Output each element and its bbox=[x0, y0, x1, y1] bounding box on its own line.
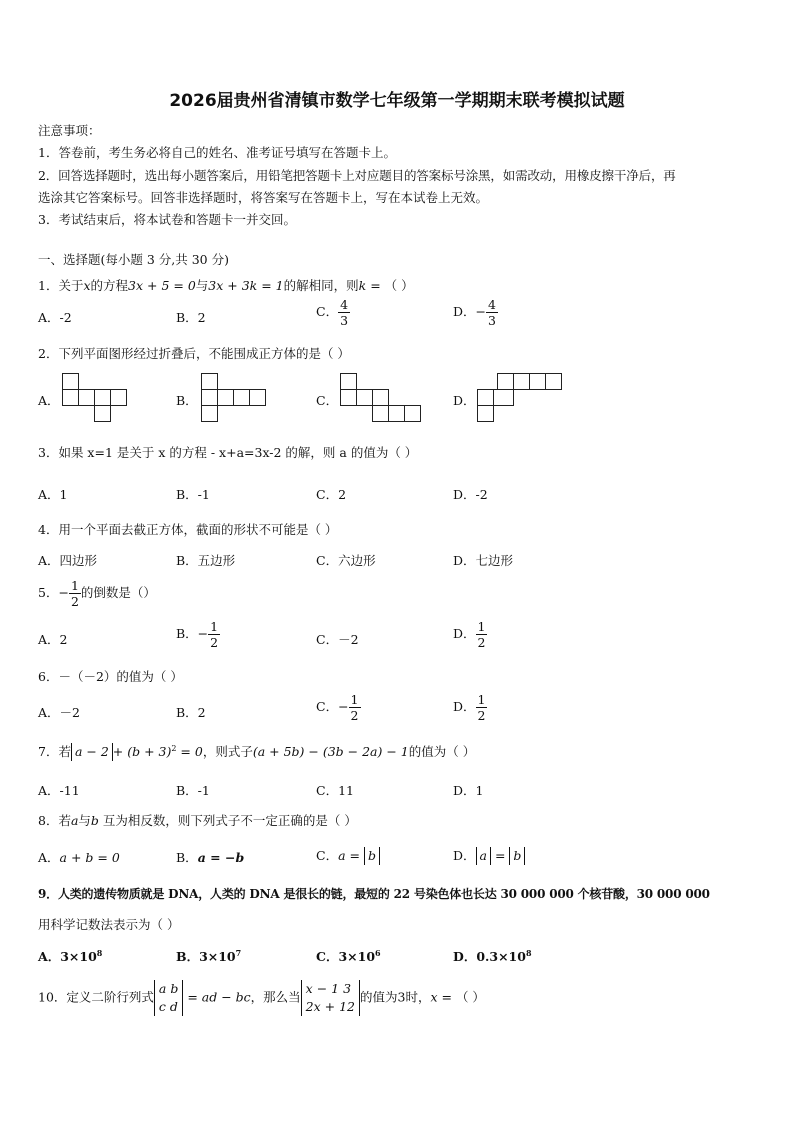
q7-option-a: A．-11 bbox=[38, 783, 80, 798]
net-square bbox=[201, 389, 218, 406]
notice-item-2-cont: 选涂其它答案标号。回答非选择题时，将答案写在答题卡上，写在本试卷上无效。 bbox=[38, 190, 489, 205]
net-square bbox=[201, 373, 218, 390]
net-square bbox=[62, 389, 79, 406]
question-3: 3．如果 x=1 是关于 x 的方程 - x+a=3x-2 的解，则 a 的值为（ ） bbox=[38, 445, 418, 460]
q6-option-b: B．2 bbox=[176, 705, 206, 720]
q5-option-c: C．－2 bbox=[316, 632, 359, 647]
net-square bbox=[94, 389, 111, 406]
net-square bbox=[513, 373, 530, 390]
q8-option-b: B．a = −b bbox=[176, 850, 245, 865]
notice-item-3: 3．考试结束后，将本试卷和答题卡一并交回。 bbox=[38, 212, 296, 227]
net-square bbox=[110, 389, 127, 406]
q8-option-c: C．a = b bbox=[316, 846, 380, 865]
question-5: 5．− $\frac{1}{2}$ 的倒数是（） bbox=[38, 578, 156, 609]
question-9: 9．人类的遗传物质就是 DNA，人类的 DNA 是很长的链，最短的 22 号染色体也长达 30 000 000 个核苷酸，30 000 000 bbox=[38, 887, 710, 901]
net-square bbox=[201, 405, 218, 422]
determinant-abcd: a b c d bbox=[154, 980, 183, 1016]
q8-option-d: D． a = b bbox=[453, 846, 525, 865]
net-square bbox=[372, 405, 389, 422]
q6-option-c: C．− $\frac{1}{2}$ bbox=[316, 692, 359, 723]
page-title: 2026届贵州省清镇市数学七年级第一学期期末联考模拟试题 bbox=[169, 91, 625, 111]
question-7: 7．若 $a - 2 + (b + 3)^2 = 0$，则式子(a + 5b) − (3b − 2a) − 1的值为（ ） bbox=[38, 743, 476, 759]
q4-option-d: D．七边形 bbox=[453, 553, 514, 568]
question-1: 1．关于x的方程3x + 5 = 0与3x + 3k = 1的解相同，则k = （ ） bbox=[38, 278, 414, 293]
q2-option-c: C． bbox=[316, 393, 339, 408]
q5-option-b: B．− $\frac{1}{2}$ bbox=[176, 619, 219, 650]
q1-option-a: A．-2 bbox=[38, 310, 72, 325]
net-square bbox=[340, 373, 357, 390]
q8-option-a: A．a + b = 0 bbox=[38, 850, 120, 865]
q7-option-c: C．11 bbox=[316, 783, 354, 798]
net-square bbox=[497, 373, 514, 390]
notice-item-1: 1．答卷前，考生务必将自己的姓名、准考证号填写在答题卡上。 bbox=[38, 145, 396, 160]
q7-option-b: B．-1 bbox=[176, 783, 210, 798]
net-square bbox=[340, 389, 357, 406]
q4-option-c: C．六边形 bbox=[316, 553, 376, 568]
q1-option-b: B．2 bbox=[176, 310, 206, 325]
q6-option-d: D． $\frac{1}{2}$ bbox=[453, 692, 486, 723]
q2-option-d: D． bbox=[453, 393, 476, 408]
net-square bbox=[477, 389, 494, 406]
notice-heading: 注意事项： bbox=[38, 123, 101, 138]
q5-option-a: A．2 bbox=[38, 632, 68, 647]
q3-option-c: C．2 bbox=[316, 487, 347, 502]
q9-option-a: A．$3\times 10^8$ bbox=[38, 947, 103, 964]
q9-option-c: C．$3\times 10^6$ bbox=[316, 947, 381, 964]
q1-option-c: C． $\frac{4}{3}$ bbox=[316, 297, 349, 328]
q3-option-a: A．1 bbox=[38, 487, 68, 502]
net-square bbox=[493, 389, 514, 406]
net-square bbox=[233, 389, 250, 406]
q2-option-b: B． bbox=[176, 393, 198, 408]
question-4: 4．用一个平面去截正方体，截面的形状不可能是（ ） bbox=[38, 522, 338, 537]
q6-option-a: A．－2 bbox=[38, 705, 80, 720]
question-8: 8．若a与b 互为相反数，则下列式子不一定正确的是（ ） bbox=[38, 813, 357, 828]
net-square bbox=[62, 373, 79, 390]
net-square bbox=[404, 405, 421, 422]
net-square bbox=[388, 405, 405, 422]
notice-item-2: 2．回答选择题时，选出每小题答案后，用铅笔把答题卡上对应题目的答案标号涂黑，如需改动，用橡皮擦干净后，再 bbox=[38, 168, 676, 183]
question-10: 10．定义二阶行列式 a b c d = ad − bc，那么当 x − 1 3 2x + 12 的值为3时，x = （ ） bbox=[38, 981, 485, 1014]
q9-option-d: D．$0.3\times 10^8$ bbox=[453, 947, 532, 964]
q4-option-a: A．四边形 bbox=[38, 553, 98, 568]
net-square bbox=[477, 405, 494, 422]
q7-option-d: D．1 bbox=[453, 783, 484, 798]
determinant-x: x − 1 3 2x + 12 bbox=[301, 980, 360, 1016]
q3-option-b: B．-1 bbox=[176, 487, 210, 502]
question-2: 2．下列平面图形经过折叠后，不能围成正方体的是（ ） bbox=[38, 346, 350, 361]
net-square bbox=[217, 389, 234, 406]
q5-option-d: D． $\frac{1}{2}$ bbox=[453, 619, 486, 650]
section-heading: 一、选择题(每小题 3 分,共 30 分) bbox=[38, 252, 229, 267]
net-square bbox=[356, 389, 373, 406]
question-9-cont: 用科学记数法表示为（ ） bbox=[38, 917, 180, 932]
net-square bbox=[94, 405, 111, 422]
q9-option-b: B．$3\times 10^7$ bbox=[176, 947, 242, 964]
q4-option-b: B．五边形 bbox=[176, 553, 236, 568]
net-square bbox=[545, 373, 562, 390]
net-square bbox=[78, 389, 95, 406]
question-6: 6．－（－2）的值为（ ） bbox=[38, 669, 183, 684]
net-square bbox=[249, 389, 266, 406]
net-square bbox=[372, 389, 389, 406]
q2-option-a: A． bbox=[38, 393, 60, 408]
q3-option-d: D．-2 bbox=[453, 487, 488, 502]
net-square bbox=[529, 373, 546, 390]
q1-option-d: D．− $\frac{4}{3}$ bbox=[453, 297, 496, 328]
